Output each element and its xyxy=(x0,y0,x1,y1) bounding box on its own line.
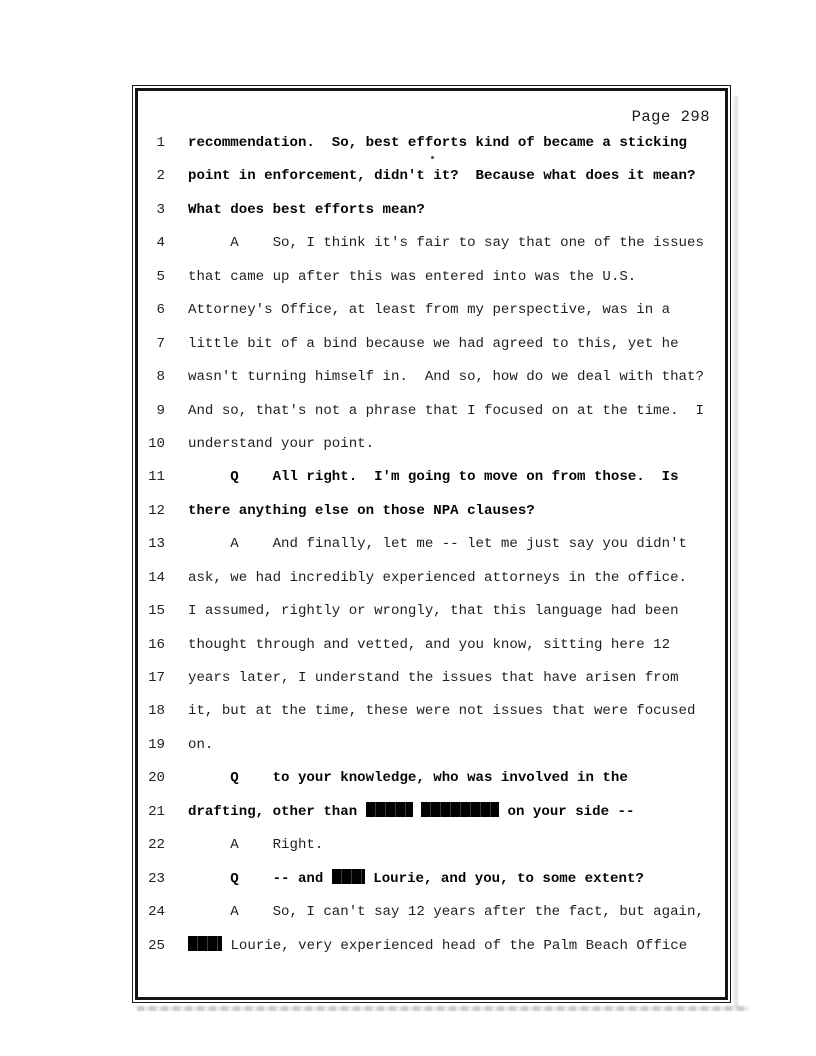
redaction-block xyxy=(188,936,222,951)
line-text: that came up after this was entered into was the U.S. xyxy=(188,268,637,285)
line-text: Q All right. I'm going to move on from those. Is xyxy=(188,469,679,486)
transcript-lines xyxy=(141,127,722,963)
transcript-line xyxy=(141,729,722,762)
line-text: Attorney's Office, at least from my perspective, was in a xyxy=(188,302,671,319)
line-text: drafting, other than on your side -- xyxy=(188,803,635,820)
line-number: 1 xyxy=(156,135,165,151)
transcript-line xyxy=(141,796,722,829)
transcript-line xyxy=(141,194,722,227)
line-text: it, but at the time, these were not issues that were focused xyxy=(188,703,696,720)
line-text: there anything else on those NPA clauses? xyxy=(188,502,535,519)
line-number: 18 xyxy=(148,703,165,720)
line-number: 10 xyxy=(148,435,165,452)
line-number: 22 xyxy=(148,837,165,854)
line-number: 2 xyxy=(156,168,165,185)
line-text: I assumed, rightly or wrongly, that this language had been xyxy=(188,603,679,620)
line-number: 14 xyxy=(148,569,165,586)
line-number: 23 xyxy=(148,870,165,887)
line-text: A So, I can't say 12 years after the fact, but again, xyxy=(188,904,704,921)
line-text: Q to your knowledge, who was involved in the xyxy=(188,770,628,787)
line-number: 15 xyxy=(148,603,165,620)
transcript-line xyxy=(141,227,722,260)
transcript-line xyxy=(141,896,722,929)
line-text: A Right. xyxy=(188,837,324,854)
transcript-line xyxy=(141,762,722,795)
transcript-line xyxy=(141,595,722,628)
line-number: 8 xyxy=(156,369,165,386)
transcript-line xyxy=(141,395,722,428)
line-text: recommendation. So, best efforts kind of became a sticking xyxy=(188,135,687,151)
line-number: 7 xyxy=(156,335,165,352)
line-text: A So, I think it's fair to say that one of the issues xyxy=(188,235,704,252)
line-number: 12 xyxy=(148,502,165,519)
line-number: 17 xyxy=(148,670,165,686)
transcript-line xyxy=(141,328,722,361)
redaction-block xyxy=(366,802,413,817)
transcript-line xyxy=(141,294,722,327)
line-text: wasn't turning himself in. And so, how do we deal with that? xyxy=(188,369,704,386)
line-number: 6 xyxy=(156,302,165,319)
transcript-line xyxy=(141,261,722,294)
transcript-line xyxy=(141,428,722,461)
line-text: thought through and vetted, and you know, sitting here 12 xyxy=(188,636,671,653)
scan-speck xyxy=(431,156,434,159)
transcript-line xyxy=(141,829,722,862)
transcript-line xyxy=(141,662,722,695)
transcript-line xyxy=(141,562,722,595)
redaction-block xyxy=(421,802,499,817)
transcript-line xyxy=(141,361,722,394)
line-number: 5 xyxy=(156,268,165,285)
line-text: understand your point. xyxy=(188,435,375,452)
line-number: 13 xyxy=(148,536,165,553)
line-number: 3 xyxy=(156,201,165,218)
transcript-line xyxy=(141,629,722,662)
transcript-line xyxy=(141,930,722,963)
line-number: 9 xyxy=(156,402,165,419)
line-text: point in enforcement, didn't it? Because what does it mean? xyxy=(188,168,696,185)
transcript-line xyxy=(141,495,722,528)
transcript-line xyxy=(141,461,722,494)
line-number: 16 xyxy=(148,636,165,653)
line-text: little bit of a bind because we had agreed to this, yet he xyxy=(188,335,679,352)
transcript-line xyxy=(141,863,722,896)
line-text: Q -- and Lourie, and you, to some extent? xyxy=(188,870,644,887)
line-text: A And finally, let me -- let me just say you didn't xyxy=(188,536,687,553)
line-number: 24 xyxy=(148,904,165,921)
transcript-line xyxy=(141,695,722,728)
redaction-block xyxy=(332,869,365,884)
line-number: 20 xyxy=(148,770,165,787)
line-text: And so, that's not a phrase that I focused on at the time. I xyxy=(188,402,704,419)
transcript-line xyxy=(141,160,722,193)
line-text: What does best efforts mean? xyxy=(188,201,425,218)
line-number: 21 xyxy=(148,803,165,820)
scan-smudge-right xyxy=(734,96,738,1008)
page-border-frame xyxy=(132,85,731,1003)
line-text: ask, we had incredibly experienced attorneys in the office. xyxy=(188,569,687,586)
page-number: Page 298 xyxy=(631,108,710,126)
line-text: Lourie, very experienced head of the Palm Beach Office xyxy=(188,930,687,963)
page-border-inner xyxy=(135,88,728,1000)
line-number: 11 xyxy=(148,469,165,486)
line-number: 25 xyxy=(148,937,165,954)
line-text: on. xyxy=(188,736,214,753)
line-number: 4 xyxy=(156,235,165,252)
scan-smudge-bottom xyxy=(137,1006,749,1011)
line-text: years later, I understand the issues that have arisen from xyxy=(188,670,679,686)
transcript-line xyxy=(141,528,722,561)
line-number: 19 xyxy=(148,736,165,753)
